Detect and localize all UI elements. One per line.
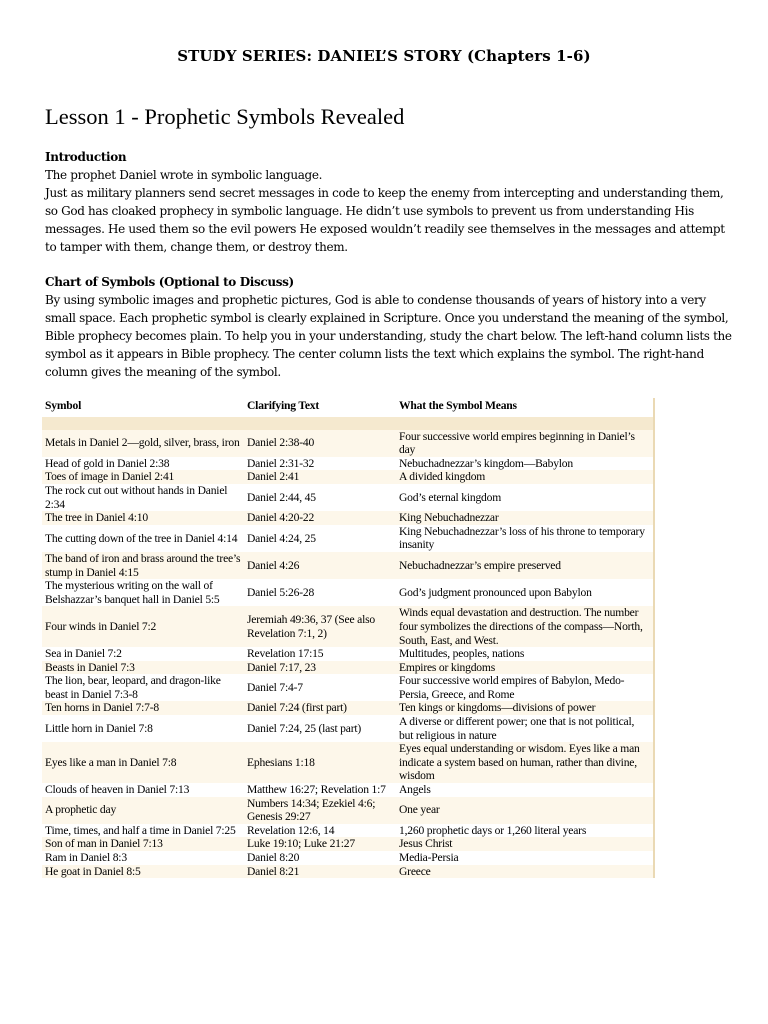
table-body bbox=[42, 430, 654, 879]
table-row bbox=[42, 661, 654, 675]
cell-meaning: Jesus Christ bbox=[396, 837, 654, 851]
cell-symbol: Four winds in Daniel 7:2 bbox=[42, 606, 244, 647]
cell-meaning: Four successive world empires of Babylon, Medo-Persia, Greece, and Rome bbox=[396, 674, 654, 701]
lesson-title: Lesson 1 - Prophetic Symbols Revealed bbox=[45, 104, 405, 129]
cell-symbol: Ram in Daniel 8:3 bbox=[42, 851, 244, 865]
symbols-table bbox=[42, 398, 655, 878]
cell-symbol: Eyes like a man in Daniel 7:8 bbox=[42, 742, 244, 783]
cell-meaning: Empires or kingdoms bbox=[396, 661, 654, 675]
series-title: STUDY SERIES: DANIEL’S STORY (Chapters 1-6) bbox=[177, 47, 591, 65]
cell-symbol: Time, times, and half a time in Daniel 7:25 bbox=[42, 824, 244, 838]
table-row bbox=[42, 525, 654, 552]
table-row bbox=[42, 715, 654, 742]
introduction-line: The prophet Daniel wrote in symbolic language. bbox=[45, 168, 323, 182]
cell-symbol: The lion, bear, leopard, and dragon-like beast in Daniel 7:3-8 bbox=[42, 674, 244, 701]
cell-symbol: He goat in Daniel 8:5 bbox=[42, 865, 244, 879]
cell-symbol: The band of iron and brass around the tree’s stump in Daniel 4:15 bbox=[42, 552, 244, 579]
cell-symbol: Clouds of heaven in Daniel 7:13 bbox=[42, 783, 244, 797]
table-row bbox=[42, 701, 654, 715]
cell-symbol: Ten horns in Daniel 7:7-8 bbox=[42, 701, 244, 715]
cell-clarifying-text: Daniel 2:31-32 bbox=[244, 457, 396, 471]
cell-meaning: Greece bbox=[396, 865, 654, 879]
table-row bbox=[42, 457, 654, 471]
table-row bbox=[42, 851, 654, 865]
cell-clarifying-text: Daniel 7:24, 25 (last part) bbox=[244, 715, 396, 742]
cell-meaning: Nebuchadnezzar’s empire preserved bbox=[396, 552, 654, 579]
cell-clarifying-text: Daniel 7:17, 23 bbox=[244, 661, 396, 675]
header-meaning: What the Symbol Means bbox=[399, 399, 517, 412]
cell-meaning: God’s judgment pronounced upon Babylon bbox=[396, 579, 654, 606]
introduction-section bbox=[45, 148, 735, 256]
table-row bbox=[42, 647, 654, 661]
table-row bbox=[42, 579, 654, 606]
cell-clarifying-text: Daniel 7:24 (first part) bbox=[244, 701, 396, 715]
table-row bbox=[42, 742, 654, 783]
cell-meaning: Media-Persia bbox=[396, 851, 654, 865]
cell-meaning: A diverse or different power; one that is not political, but religious in nature bbox=[396, 715, 654, 742]
cell-symbol: Little horn in Daniel 7:8 bbox=[42, 715, 244, 742]
chart-section bbox=[45, 273, 735, 381]
cell-symbol: A prophetic day bbox=[42, 797, 244, 824]
cell-clarifying-text: Revelation 12:6, 14 bbox=[244, 824, 396, 838]
table-row bbox=[42, 674, 654, 701]
cell-meaning: Multitudes, peoples, nations bbox=[396, 647, 654, 661]
cell-clarifying-text: Daniel 8:21 bbox=[244, 865, 396, 879]
cell-clarifying-text: Daniel 5:26-28 bbox=[244, 579, 396, 606]
cell-symbol: The mysterious writing on the wall of Belshazzar’s banquet hall in Daniel 5:5 bbox=[42, 579, 244, 606]
cell-clarifying-text: Daniel 2:38-40 bbox=[244, 430, 396, 457]
header-symbol: Symbol bbox=[45, 399, 82, 412]
cell-symbol: Toes of image in Daniel 2:41 bbox=[42, 470, 244, 484]
cell-clarifying-text: Daniel 4:20-22 bbox=[244, 511, 396, 525]
table-row bbox=[42, 484, 654, 511]
cell-clarifying-text: Matthew 16:27; Revelation 1:7 bbox=[244, 783, 396, 797]
cell-clarifying-text: Luke 19:10; Luke 21:27 bbox=[244, 837, 396, 851]
cell-clarifying-text: Daniel 4:24, 25 bbox=[244, 525, 396, 552]
table-row bbox=[42, 430, 654, 457]
cell-symbol: Beasts in Daniel 7:3 bbox=[42, 661, 244, 675]
cell-meaning: Winds equal devastation and destruction. The number four symbolizes the directions of the compass—North, South, East, and West. bbox=[396, 606, 654, 647]
cell-meaning: Angels bbox=[396, 783, 654, 797]
cell-symbol: Metals in Daniel 2—gold, silver, brass, iron bbox=[42, 430, 244, 457]
table-row bbox=[42, 797, 654, 824]
table-row bbox=[42, 824, 654, 838]
table-row bbox=[42, 470, 654, 484]
cell-meaning: Nebuchadnezzar’s kingdom—Babylon bbox=[396, 457, 654, 471]
cell-clarifying-text: Numbers 14:34; Ezekiel 4:6; Genesis 29:27 bbox=[244, 797, 396, 824]
cell-symbol: Head of gold in Daniel 2:38 bbox=[42, 457, 244, 471]
cell-symbol: Sea in Daniel 7:2 bbox=[42, 647, 244, 661]
introduction-heading: Introduction bbox=[45, 150, 127, 164]
cell-meaning: King Nebuchadnezzar bbox=[396, 511, 654, 525]
table-row bbox=[42, 837, 654, 851]
table-row bbox=[42, 865, 654, 879]
cell-meaning: 1,260 prophetic days or 1,260 literal years bbox=[396, 824, 654, 838]
cell-symbol: The tree in Daniel 4:10 bbox=[42, 511, 244, 525]
cell-meaning: One year bbox=[396, 797, 654, 824]
table-row bbox=[42, 783, 654, 797]
table-row bbox=[42, 511, 654, 525]
cell-meaning: God’s eternal kingdom bbox=[396, 484, 654, 511]
cell-clarifying-text: Daniel 8:20 bbox=[244, 851, 396, 865]
introduction-paragraph: Just as military planners send secret messages in code to keep the enemy from intercepting and understanding them, so God has cloaked prophecy in symbolic language. He didn’t use symbols to prevent us from understanding His messages. He used them so the evil powers He exposed wouldn’t readily see themselves in the messages and attempt to tamper with them, change them, or destroy them. bbox=[45, 186, 725, 254]
cell-clarifying-text: Daniel 2:41 bbox=[244, 470, 396, 484]
cell-clarifying-text: Jeremiah 49:36, 37 (See also Revelation 7:1, 2) bbox=[244, 606, 396, 647]
cell-clarifying-text: Daniel 7:4-7 bbox=[244, 674, 396, 701]
table-row bbox=[42, 606, 654, 647]
cell-clarifying-text: Daniel 2:44, 45 bbox=[244, 484, 396, 511]
cell-symbol: The rock cut out without hands in Daniel 2:34 bbox=[42, 484, 244, 511]
chart-paragraph: By using symbolic images and prophetic pictures, God is able to condense thousands of years of history into a very small space. Each prophetic symbol is clearly explained in Scripture. Once you understand the meaning of the symbol, Bible prophecy becomes plain. To help you in your understanding, study the chart below. The left-hand column lists the symbol as it appears in Bible prophecy. The center column lists the text which explains the symbol. The right-hand column gives the meaning of the symbol. bbox=[45, 293, 732, 379]
table-header-row bbox=[42, 398, 654, 417]
cell-meaning: Four successive world empires beginning in Daniel’s day bbox=[396, 430, 654, 457]
cell-clarifying-text: Revelation 17:15 bbox=[244, 647, 396, 661]
cell-meaning: Ten kings or kingdoms—divisions of power bbox=[396, 701, 654, 715]
table-row bbox=[42, 552, 654, 579]
header-clarifying-text: Clarifying Text bbox=[247, 399, 320, 412]
cell-meaning: Eyes equal understanding or wisdom. Eyes like a man indicate a system based on human, rather than divine, wisdom bbox=[396, 742, 654, 783]
cell-meaning: A divided kingdom bbox=[396, 470, 654, 484]
cell-clarifying-text: Ephesians 1:18 bbox=[244, 742, 396, 783]
cell-symbol: Son of man in Daniel 7:13 bbox=[42, 837, 244, 851]
cell-symbol: The cutting down of the tree in Daniel 4:14 bbox=[42, 525, 244, 552]
cell-meaning: King Nebuchadnezzar’s loss of his throne to temporary insanity bbox=[396, 525, 654, 552]
cell-clarifying-text: Daniel 4:26 bbox=[244, 552, 396, 579]
header-spacer bbox=[42, 417, 654, 430]
chart-heading: Chart of Symbols (Optional to Discuss) bbox=[45, 275, 294, 289]
